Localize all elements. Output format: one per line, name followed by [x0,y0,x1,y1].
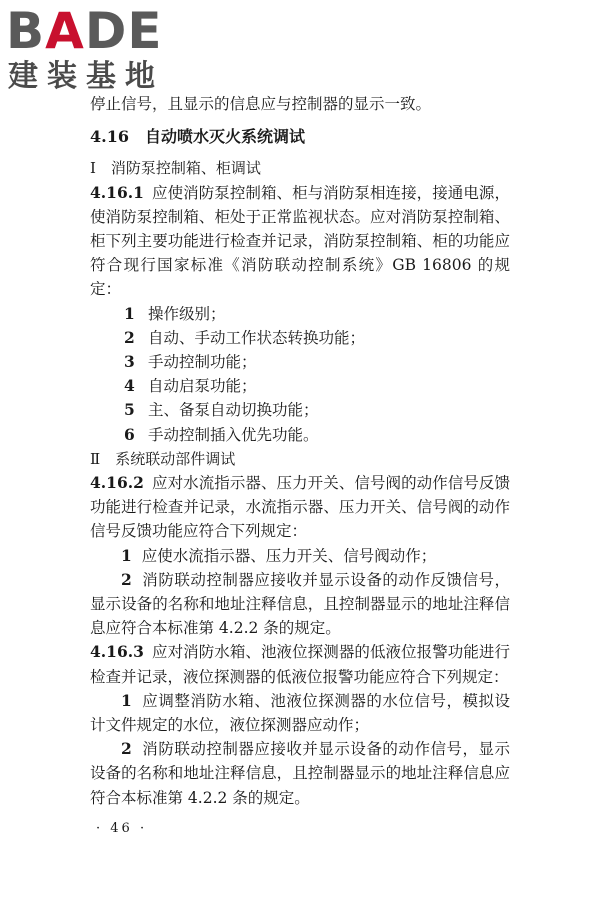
list-item: 3 手动控制功能； [124,352,257,372]
logo-subtitle: 建装基地 [8,59,164,94]
clause-4-16-2 [90,471,510,544]
subsection-heading-2: Ⅱ 系统联动部件调试 [90,449,236,468]
brand-logo [6,4,181,96]
list-item: 2 消防联动控制器应接收并显示设备的动作反馈信号，显示设备的名称和地址注释信息，且控制器显示的地址注释信息应符合本标准第 4.2.2 条的规定。 [90,569,510,638]
list-item: 2 自动、手动工作状态转换功能； [124,327,366,347]
document-body [90,92,510,841]
list-item: 6 手动控制插入优先功能。 [124,424,319,444]
logo-wordmark: BADE [6,2,163,60]
clause-4-16-3 [90,640,510,688]
page-number: · 46 · [96,820,148,836]
clause-number: 4.16.2 [90,473,144,493]
list-item: 1 应调整消防水箱、池液位探测器的水位信号，模拟设计文件规定的水位，液位探测器应动作； [90,690,510,735]
clause-text: 应对水流指示器、压力开关、信号阀的动作信号反馈功能进行检查并记录，水流指示器、压力开关、信号阀的动作信号反馈功能应符合下列规定： [90,474,510,541]
carryover-paragraph: 停止信号，且显示的信息应与控制器的显示一致。 [90,95,432,113]
clause-number: 4.16.3 [90,642,144,662]
clause-text: 应对消防水箱、池液位探测器的低液位报警功能进行检查并记录，液位探测器的低液位报警功能应符合下列规定： [90,643,510,686]
logo-accent-letter: A [45,2,85,60]
clause-number: 4.16.1 [90,182,144,202]
clause-text: 应使消防泵控制箱、柜与消防泵相连接，接通电源，使消防泵控制箱、柜处于正常监视状态。应对消防泵控制箱、柜下列主要功能进行检查并记录，消防泵控制箱、柜的功能应符合现行国家标准《消防联动控制系统》GB 16806 的规定： [90,183,510,299]
list-item: 1 应使水流指示器、压力开关、信号阀动作； [121,545,437,565]
section-heading: 4.16 自动喷水灭火系统调试 [90,127,305,147]
subsection-heading-1: Ⅰ 消防泵控制箱、柜调试 [90,159,261,178]
clause-4-16-1 [90,181,510,302]
list-item: 4 自动启泵功能； [124,376,257,396]
list-item: 1 操作级别； [124,303,226,323]
list-item: 5 主、备泵自动切换功能； [124,400,319,420]
list-item: 2 消防联动控制器应接收并显示设备的动作信号，显示设备的名称和地址注释信息，且控制器显示的地址注释信息应符合本标准第 4.2.2 条的规定。 [90,739,510,807]
